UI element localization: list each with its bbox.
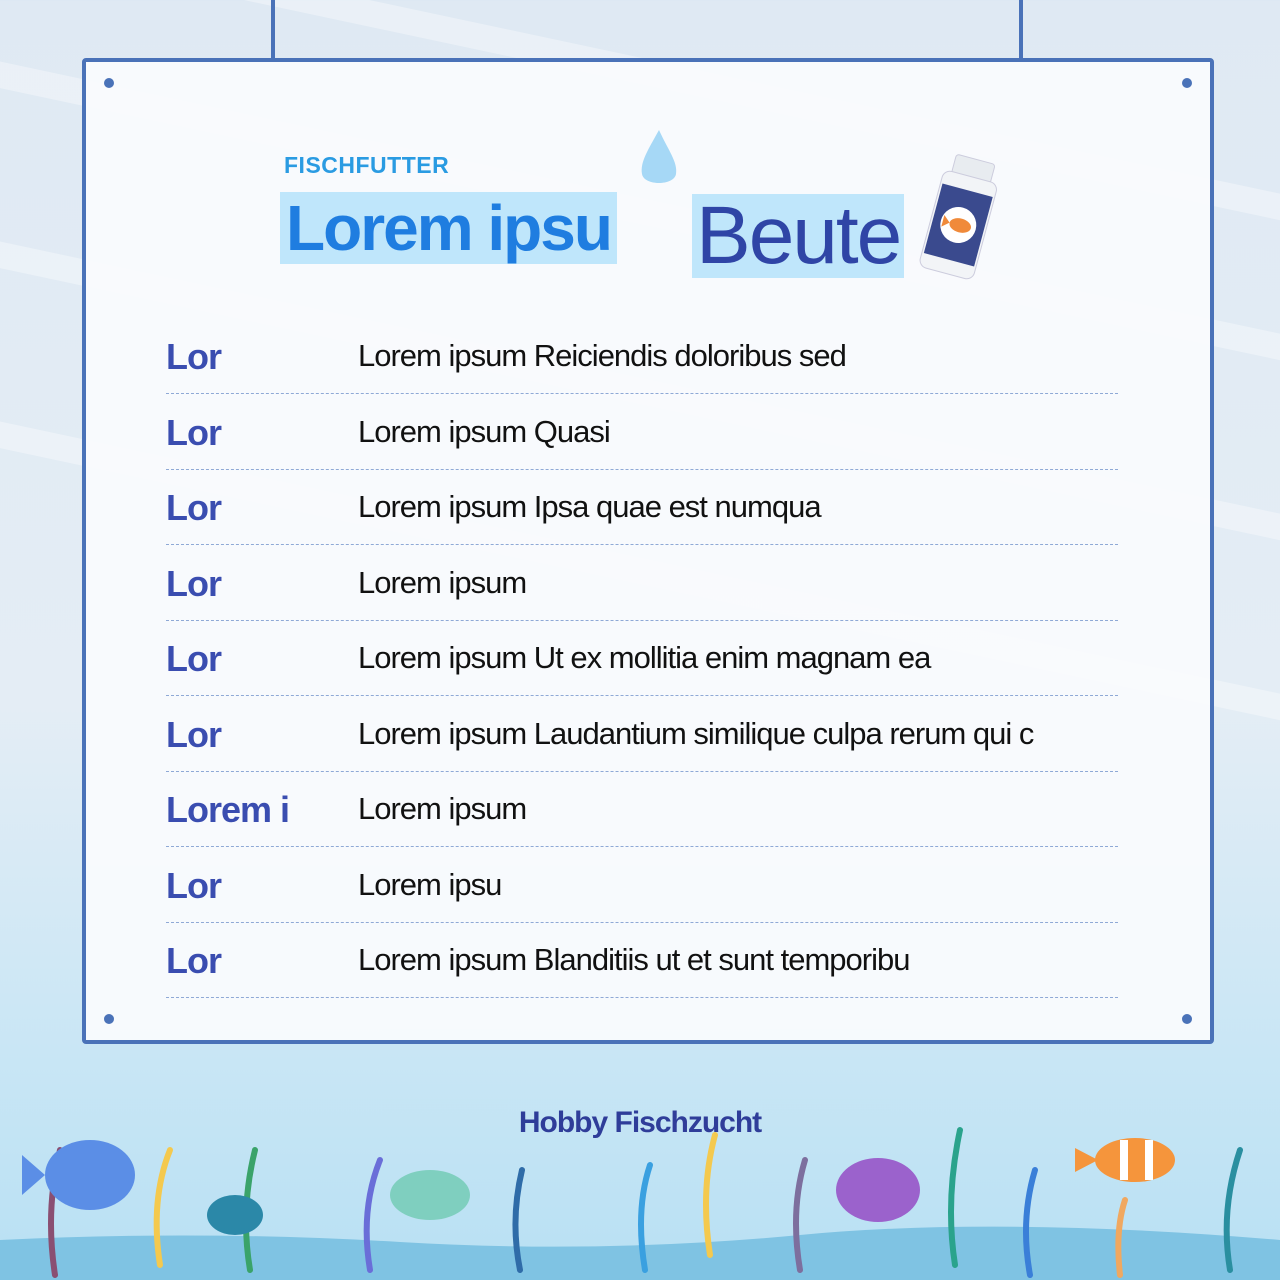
- hanging-rod: [1019, 0, 1023, 62]
- title-left: Lorem ipsu: [280, 192, 617, 264]
- row-key: Lor: [166, 487, 221, 528]
- row-value: Lorem ipsum: [358, 791, 527, 826]
- table-row: [166, 394, 1118, 470]
- pin-dot: [104, 1014, 114, 1024]
- fish-icon: [22, 1138, 1175, 1235]
- pin-dot: [1182, 78, 1192, 88]
- table-row: [166, 469, 1118, 545]
- kicker: FISCHFUTTER: [284, 152, 450, 178]
- row-key: Lor: [166, 714, 221, 755]
- row-value: Lorem ipsum Ipsa quae est numqua: [358, 489, 821, 524]
- row-value: Lorem ipsum Reiciendis doloribus sed: [358, 338, 846, 373]
- row-value: Lorem ipsum Quasi: [358, 414, 610, 449]
- row-key: Lor: [166, 412, 221, 453]
- row-key: Lor: [166, 940, 221, 981]
- brand-name: Hobby Fischzucht: [518, 1106, 762, 1139]
- table-row: [166, 922, 1118, 998]
- hanging-rod: [271, 0, 275, 62]
- row-value: Lorem ipsum Laudantium similique culpa rerum qui c: [358, 716, 1034, 751]
- table-row: [166, 696, 1118, 772]
- row-key: Lor: [166, 563, 221, 604]
- table-row: [166, 318, 1118, 394]
- row-key: Lor: [166, 865, 221, 906]
- row-key: Lor: [166, 638, 221, 679]
- row-value: Lorem ipsum Ut ex mollitia enim magnam ea: [358, 640, 931, 675]
- row-value: Lorem ipsum: [358, 565, 527, 600]
- table-row: [166, 620, 1118, 696]
- water-drop-icon: [638, 128, 680, 190]
- table-row: [166, 545, 1118, 621]
- row-key: Lor: [166, 336, 221, 377]
- row-key: Lorem i: [166, 789, 290, 830]
- fish-food-jar-icon: [918, 154, 1008, 284]
- menu-card: [82, 58, 1214, 1044]
- table-row: [166, 771, 1118, 847]
- title-right: Beute: [692, 194, 904, 278]
- row-value: Lorem ipsum Blanditiis ut et sunt temporibu: [358, 942, 910, 977]
- row-value: Lorem ipsu: [358, 867, 502, 902]
- pin-dot: [1182, 1014, 1192, 1024]
- pin-dot: [104, 78, 114, 88]
- table-row: [166, 847, 1118, 923]
